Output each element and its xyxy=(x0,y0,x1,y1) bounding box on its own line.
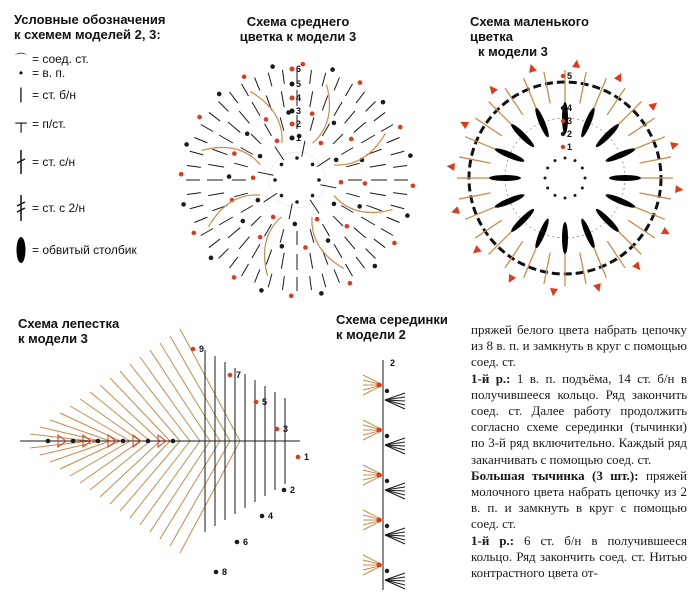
chain-dot xyxy=(385,479,389,483)
medium-flower-title: Схема среднего цветка к модели 3 xyxy=(239,14,357,44)
legend-item-wrapped: = обвитый столбик xyxy=(14,236,137,264)
legend-item-double: = ст. с/н xyxy=(14,150,75,174)
big-stamen-label: Большая тычинка (3 шт.): xyxy=(471,467,639,483)
legend-item-chain: • = в. п. xyxy=(14,66,65,80)
chain-dot xyxy=(385,389,389,393)
row-label-4: 4 xyxy=(296,93,302,103)
dot-icon: • xyxy=(18,66,24,80)
row1-label: 1-й р.: xyxy=(471,370,511,386)
chain-dot xyxy=(377,428,382,433)
row-label-9: 9 xyxy=(199,344,205,354)
row-label-3: 3 xyxy=(283,424,289,434)
chain-dot xyxy=(377,563,382,568)
row-label-6: 6 xyxy=(243,537,249,547)
row-label-2: 2 xyxy=(390,358,396,368)
row-label-3: 3 xyxy=(296,106,302,116)
legend-item-slip-stitch: ⌒ = соед. ст. xyxy=(14,51,89,66)
legend-title-line2: к схемем моделей 2, 3: xyxy=(14,27,161,42)
t-icon: ┬ xyxy=(15,115,27,132)
legend-item-treble: = ст. с 2/н xyxy=(14,195,85,221)
row-label-5: 5 xyxy=(262,397,268,407)
row-label-4: 4 xyxy=(567,103,573,113)
row-label-2: 2 xyxy=(567,129,573,139)
petal-title: Схема лепестка к модели 3 xyxy=(18,316,120,346)
row1b-label: 1-й р.: xyxy=(471,532,515,548)
legend-item-single-crochet: | = ст. б/н xyxy=(14,86,76,104)
chain-dot xyxy=(385,434,389,438)
chain-dot xyxy=(385,569,389,573)
row-label-1: 1 xyxy=(296,133,302,143)
chain-dot xyxy=(377,473,382,478)
center-title: Схема серединки к модели 2 xyxy=(336,312,448,342)
row-label-5: 5 xyxy=(296,79,302,89)
line-icon: | xyxy=(18,86,24,103)
row-label-6: 6 xyxy=(296,64,302,74)
row-label-5: 5 xyxy=(567,71,573,81)
row-label-2: 2 xyxy=(290,485,296,495)
chain-dot xyxy=(377,383,382,388)
row-label-8: 8 xyxy=(222,567,228,577)
chain-dot xyxy=(385,524,389,528)
row-label-1: 1 xyxy=(567,142,573,152)
arc-icon: ⌒ xyxy=(14,52,27,66)
row1b-text: 6 ст. б/н в получившееся кольцо. Ряд закончить соед. ст. Нитью контрастного цвета от- xyxy=(471,532,687,581)
big-stamen-text: пряжей молочного цвета набрать цепочку из 2 в. п. и замкнуть в круг с помощью соед. ст. xyxy=(471,467,687,532)
row-label-4: 4 xyxy=(268,511,274,521)
intro-paragraph: пряжей белого цвета набрать цепочку из 8 в. п. и замкнуть в круг с помощью соед. ст. xyxy=(471,322,687,370)
legend-title-line1: Условные обозначения xyxy=(14,12,166,27)
row-label-1: 1 xyxy=(304,452,310,462)
row-label-7: 7 xyxy=(236,370,242,380)
chain-dot xyxy=(377,518,382,523)
small-flower-title: Схема маленького цветка к модели 3 xyxy=(470,14,589,59)
row-label-2: 2 xyxy=(296,119,302,129)
row1-text: 1 в. п. подъёма, 14 ст. б/н в получившееся кольцо. Ряд закончить соед. ст. Далее работу продолжить согласно схеме серединки (тычинки) по 3-й ряд включительно. Каждый ряд заканчивать с помощью соед. ст. xyxy=(471,370,687,467)
instructions-text xyxy=(471,322,687,581)
row-label-3: 3 xyxy=(567,116,573,126)
legend-item-half-double: ┬ = п/ст. xyxy=(15,115,66,132)
